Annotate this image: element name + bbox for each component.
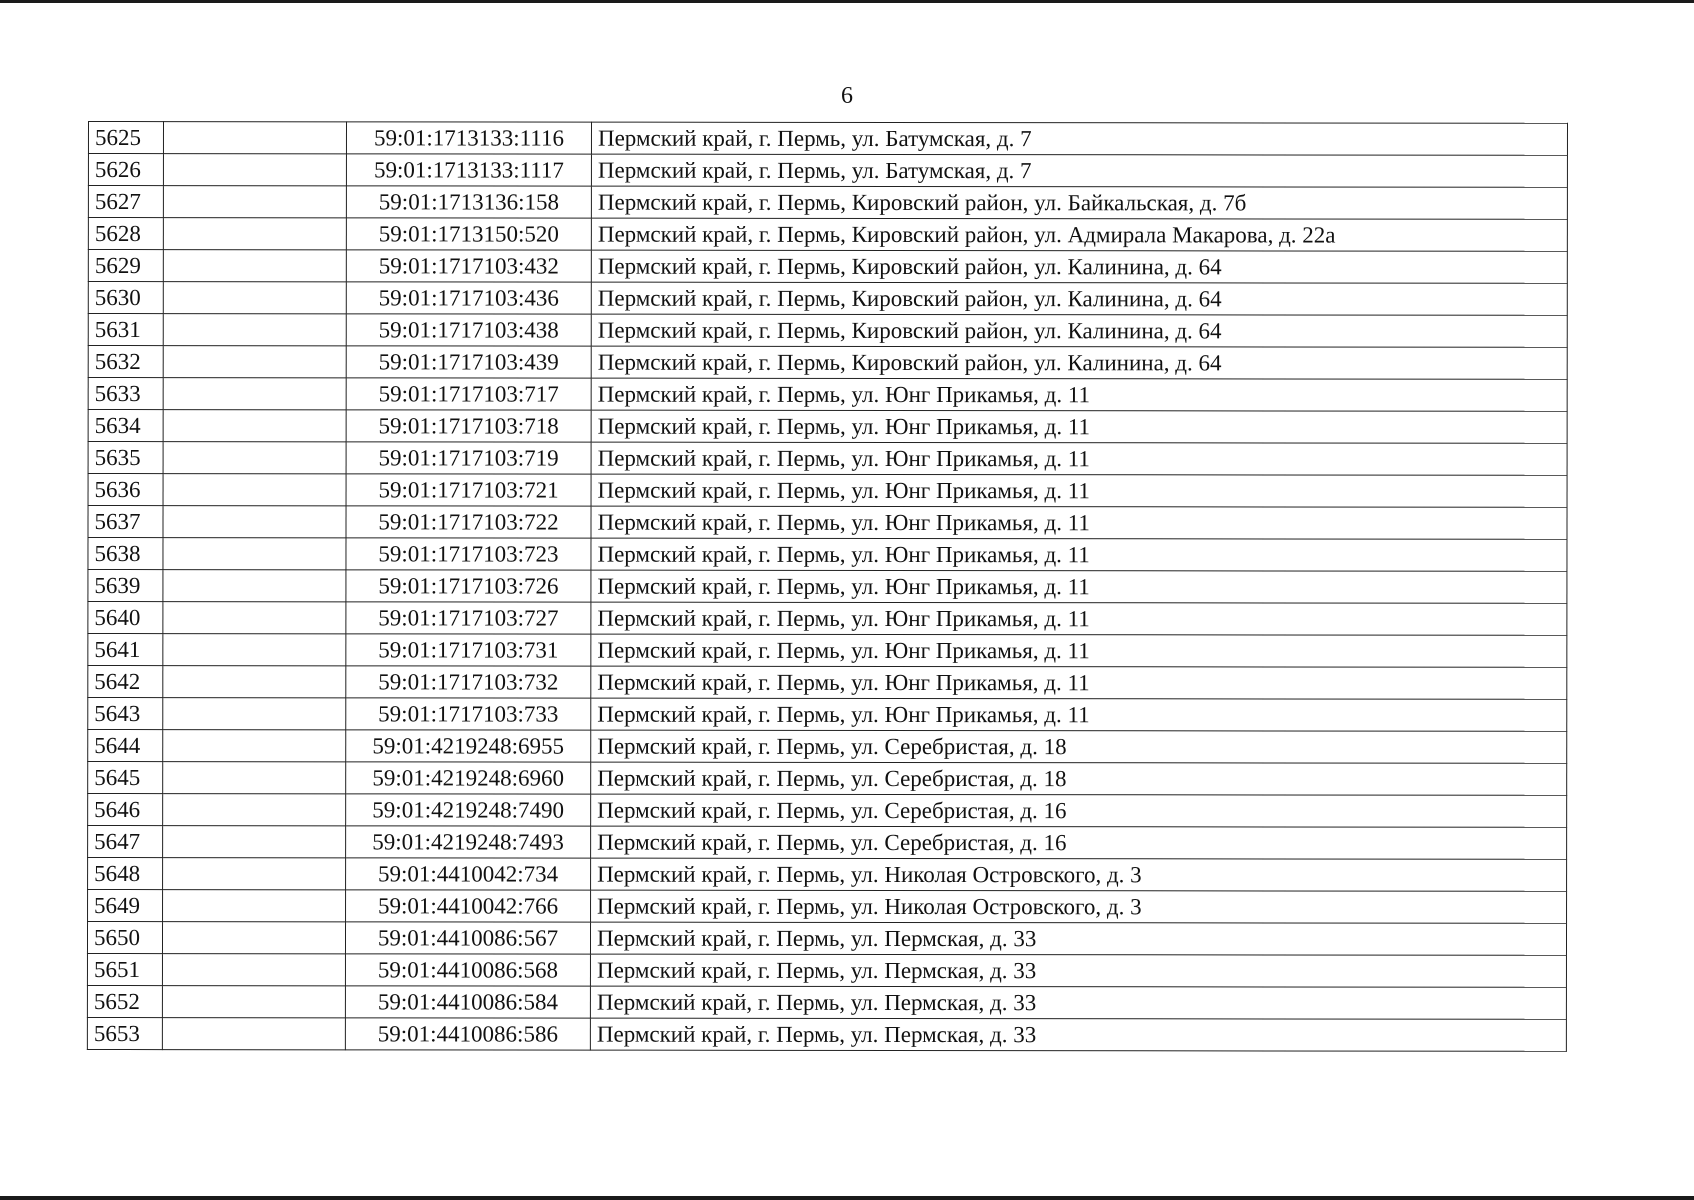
row-note-cell — [163, 378, 346, 410]
scan-border-bottom — [0, 1196, 1694, 1200]
address-cell: Пермский край, г. Пермь, ул. Серебристая, д. 18 — [591, 762, 1567, 795]
table-row — [88, 410, 1567, 444]
row-number-cell: 5640 — [88, 602, 163, 634]
address-cell: Пермский край, г. Пермь, ул. Серебристая, д. 18 — [591, 730, 1567, 763]
cadastral-number-cell: 59:01:4410086:567 — [345, 922, 590, 954]
table-row — [88, 474, 1567, 508]
row-note-cell — [163, 858, 346, 890]
table-row — [88, 698, 1567, 732]
row-number-cell: 5643 — [88, 698, 163, 730]
table-row — [88, 602, 1567, 636]
address-cell: Пермский край, г. Пермь, Кировский район, ул. Калинина, д. 64 — [591, 282, 1567, 315]
cadastral-number-cell: 59:01:4410042:734 — [346, 858, 591, 890]
address-cell: Пермский край, г. Пермь, ул. Юнг Прикамья, д. 11 — [591, 378, 1567, 411]
row-note-cell — [163, 314, 346, 346]
cadastral-number-cell: 59:01:1717103:432 — [346, 250, 591, 282]
row-number-cell: 5642 — [88, 666, 163, 698]
row-number-cell: 5653 — [87, 1017, 162, 1049]
row-note-cell — [163, 730, 346, 762]
table-row — [87, 954, 1566, 988]
cadastral-number-cell: 59:01:1713133:1117 — [346, 154, 591, 186]
address-cell: Пермский край, г. Пермь, ул. Батумская, д. 7 — [591, 122, 1567, 155]
address-cell: Пермский край, г. Пермь, ул. Николая Островского, д. 3 — [591, 858, 1567, 891]
address-cell: Пермский край, г. Пермь, ул. Юнг Прикамья, д. 11 — [591, 666, 1567, 699]
row-note-cell — [163, 282, 346, 314]
table-row — [88, 378, 1567, 412]
cadastral-number-cell: 59:01:1717103:723 — [346, 538, 591, 570]
row-number-cell: 5633 — [88, 378, 163, 410]
row-number-cell: 5648 — [88, 858, 163, 890]
row-note-cell — [163, 602, 346, 634]
table-row — [88, 666, 1567, 700]
row-number-cell: 5638 — [88, 538, 163, 570]
table-row — [88, 154, 1567, 188]
row-note-cell — [163, 474, 346, 506]
row-note-cell — [163, 890, 346, 922]
row-number-cell: 5652 — [87, 985, 162, 1017]
table-row — [88, 570, 1567, 604]
table-row — [88, 890, 1567, 924]
table-row — [88, 794, 1567, 828]
address-cell: Пермский край, г. Пермь, ул. Юнг Прикамья, д. 11 — [591, 570, 1567, 603]
address-cell: Пермский край, г. Пермь, ул. Юнг Прикамья, д. 11 — [591, 506, 1567, 539]
row-note-cell — [163, 122, 346, 154]
row-note-cell — [163, 698, 346, 730]
table-row — [88, 314, 1567, 348]
row-number-cell: 5651 — [87, 954, 162, 986]
row-number-cell: 5632 — [88, 346, 163, 378]
row-note-cell — [163, 186, 346, 218]
cadastral-number-cell: 59:01:1713133:1116 — [346, 122, 591, 154]
cadastral-number-cell: 59:01:1717103:719 — [346, 442, 591, 474]
row-number-cell: 5635 — [88, 442, 163, 474]
row-note-cell — [163, 666, 346, 698]
row-note-cell — [162, 954, 345, 986]
address-cell: Пермский край, г. Пермь, ул. Пермская, д. 33 — [590, 954, 1566, 987]
row-note-cell — [163, 250, 346, 282]
row-number-cell: 5631 — [88, 314, 163, 346]
row-note-cell — [163, 538, 346, 570]
address-cell: Пермский край, г. Пермь, ул. Юнг Прикамья, д. 11 — [591, 634, 1567, 667]
cadastral-number-cell: 59:01:4219248:7490 — [346, 794, 591, 826]
row-note-cell — [163, 346, 346, 378]
table-body — [87, 122, 1567, 1052]
row-note-cell — [163, 794, 346, 826]
cadastral-number-cell: 59:01:1717103:733 — [346, 698, 591, 730]
row-note-cell — [163, 506, 346, 538]
cadastral-number-cell: 59:01:4219248:7493 — [346, 826, 591, 858]
address-cell: Пермский край, г. Пермь, ул. Юнг Прикамья, д. 11 — [591, 410, 1567, 443]
row-number-cell: 5646 — [88, 794, 163, 826]
table-row — [88, 122, 1567, 156]
address-cell: Пермский край, г. Пермь, Кировский район, ул. Адмирала Макарова, д. 22а — [591, 218, 1567, 251]
row-note-cell — [163, 634, 346, 666]
address-cell: Пермский край, г. Пермь, ул. Серебристая, д. 16 — [591, 826, 1567, 859]
address-cell: Пермский край, г. Пермь, ул. Юнг Прикамья, д. 11 — [591, 602, 1567, 635]
cadastral-number-cell: 59:01:1717103:439 — [346, 346, 591, 378]
table-row — [88, 506, 1567, 540]
row-number-cell: 5630 — [88, 282, 163, 314]
row-number-cell: 5625 — [88, 122, 163, 154]
row-note-cell — [163, 826, 346, 858]
address-cell: Пермский край, г. Пермь, Кировский район, ул. Байкальская, д. 7б — [591, 186, 1567, 219]
table-row — [88, 762, 1567, 796]
table-row — [88, 858, 1567, 892]
row-number-cell: 5639 — [88, 570, 163, 602]
table-row — [88, 730, 1567, 764]
cadastral-number-cell: 59:01:1717103:726 — [346, 570, 591, 602]
table-row — [88, 826, 1567, 860]
cadastral-number-cell: 59:01:1717103:727 — [346, 602, 591, 634]
row-number-cell: 5637 — [88, 506, 163, 538]
table-row — [87, 985, 1566, 1019]
scan-border-top — [0, 0, 1694, 3]
row-number-cell: 5636 — [88, 474, 163, 506]
cadastral-number-cell: 59:01:4410086:568 — [345, 954, 590, 986]
cadastral-number-cell: 59:01:1717103:718 — [346, 410, 591, 442]
row-note-cell — [163, 218, 346, 250]
cadastral-number-cell: 59:01:4219248:6960 — [346, 762, 591, 794]
address-cell: Пермский край, г. Пермь, ул. Юнг Прикамья, д. 11 — [591, 474, 1567, 507]
table-row — [88, 634, 1567, 668]
table-row — [87, 1017, 1566, 1051]
cadastral-number-cell: 59:01:1717103:721 — [346, 474, 591, 506]
page-number: 6 — [841, 83, 853, 109]
row-number-cell: 5645 — [88, 762, 163, 794]
cadastral-number-cell: 59:01:4410086:586 — [345, 1018, 590, 1050]
address-cell: Пермский край, г. Пермь, ул. Батумская, д. 7 — [591, 154, 1567, 187]
cadastral-number-cell: 59:01:1717103:717 — [346, 378, 591, 410]
row-note-cell — [162, 922, 345, 954]
address-cell: Пермский край, г. Пермь, ул. Николая Островского, д. 3 — [591, 890, 1567, 923]
cadastral-number-cell: 59:01:1717103:731 — [346, 634, 591, 666]
row-number-cell: 5641 — [88, 634, 163, 666]
row-number-cell: 5644 — [88, 730, 163, 762]
row-number-cell: 5647 — [88, 826, 163, 858]
table-row — [88, 218, 1567, 252]
table-row — [88, 186, 1567, 220]
cadastral-number-cell: 59:01:1717103:722 — [346, 506, 591, 538]
address-cell: Пермский край, г. Пермь, ул. Пермская, д. 33 — [590, 1018, 1566, 1051]
table-row — [88, 442, 1567, 476]
address-cell: Пермский край, г. Пермь, ул. Юнг Прикамья, д. 11 — [591, 538, 1567, 571]
row-note-cell — [163, 570, 346, 602]
row-note-cell — [163, 442, 346, 474]
table-row — [88, 282, 1567, 316]
address-cell: Пермский край, г. Пермь, ул. Пермская, д. 33 — [590, 986, 1566, 1019]
cadastral-number-cell: 59:01:1713150:520 — [346, 218, 591, 250]
cadastral-number-cell: 59:01:1717103:436 — [346, 282, 591, 314]
row-number-cell: 5634 — [88, 410, 163, 442]
row-number-cell: 5649 — [88, 890, 163, 922]
row-note-cell — [163, 762, 346, 794]
address-cell: Пермский край, г. Пермь, Кировский район, ул. Калинина, д. 64 — [591, 346, 1567, 379]
address-cell: Пермский край, г. Пермь, ул. Юнг Прикамья, д. 11 — [591, 442, 1567, 475]
cadastral-table — [87, 121, 1568, 1052]
cadastral-number-cell: 59:01:1717103:732 — [346, 666, 591, 698]
cadastral-number-cell: 59:01:4410042:766 — [346, 890, 591, 922]
address-cell: Пермский край, г. Пермь, Кировский район, ул. Калинина, д. 64 — [591, 314, 1567, 347]
table-row — [88, 250, 1567, 284]
address-cell: Пермский край, г. Пермь, ул. Пермская, д. 33 — [590, 922, 1566, 955]
row-number-cell: 5627 — [88, 186, 163, 218]
table-row — [88, 346, 1567, 380]
address-cell: Пермский край, г. Пермь, ул. Серебристая, д. 16 — [591, 794, 1567, 827]
row-number-cell: 5650 — [87, 922, 162, 954]
cadastral-number-cell: 59:01:1713136:158 — [346, 186, 591, 218]
row-number-cell: 5629 — [88, 250, 163, 282]
cadastral-number-cell: 59:01:4410086:584 — [345, 986, 590, 1018]
address-cell: Пермский край, г. Пермь, ул. Юнг Прикамья, д. 11 — [591, 698, 1567, 731]
row-note-cell — [162, 986, 345, 1018]
row-note-cell — [162, 1018, 345, 1050]
table-row — [87, 922, 1566, 956]
row-note-cell — [163, 154, 346, 186]
address-cell: Пермский край, г. Пермь, Кировский район, ул. Калинина, д. 64 — [591, 250, 1567, 283]
row-number-cell: 5626 — [88, 154, 163, 186]
table-container — [87, 121, 1568, 1052]
table-row — [88, 538, 1567, 572]
cadastral-number-cell: 59:01:4219248:6955 — [346, 730, 591, 762]
row-note-cell — [163, 410, 346, 442]
cadastral-number-cell: 59:01:1717103:438 — [346, 314, 591, 346]
row-number-cell: 5628 — [88, 218, 163, 250]
